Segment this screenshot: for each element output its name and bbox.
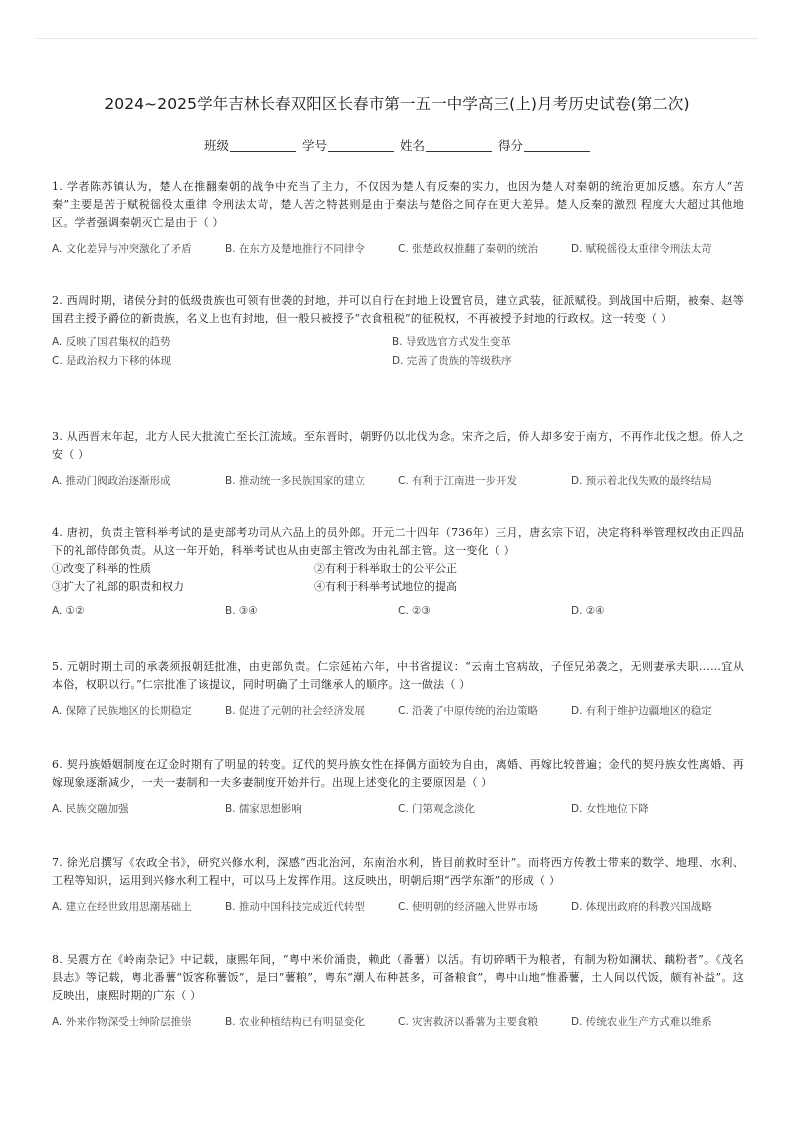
- question-stem: 2. 西周时期，诸侯分封的低级贵族也可领有世袭的封地，并可以自行在封地上设置官员，建立武装，征派赋役。到战国中后期，被秦、赵等国君主授予爵位的新贵族，名义上也有封地，但一般只被授予“衣食租税”的征税权，不再被授予封地的行政权。这一转变（ ）: [52, 294, 744, 325]
- option-d[interactable]: D. ②④: [571, 605, 605, 617]
- option-b[interactable]: B. 促进了元朝的社会经济发展: [225, 705, 365, 717]
- statement-items: [52, 560, 744, 596]
- option-d[interactable]: D. 预示着北伐失败的最终结局: [571, 475, 712, 487]
- score-label: 得分: [497, 138, 523, 153]
- option-d[interactable]: D. 传统农业生产方式难以维系: [571, 1016, 712, 1028]
- options-row: [52, 801, 744, 816]
- statement-2: ②有利于科举取士的公平公正: [314, 562, 457, 575]
- option-a[interactable]: A. 建立在经世致用思潮基础上: [52, 901, 192, 913]
- option-b[interactable]: B. 推动统一多民族国家的建立: [225, 475, 365, 487]
- option-a[interactable]: A. 反映了国君集权的趋势: [52, 336, 171, 348]
- class-blank[interactable]: [230, 139, 296, 152]
- statement-3: ③扩大了礼部的职责和权力: [52, 580, 184, 593]
- question-2: [52, 292, 744, 368]
- options-row: [52, 605, 744, 617]
- student-info-line: [0, 136, 794, 154]
- id-label: 学号: [301, 138, 327, 153]
- option-c[interactable]: C. 门第观念淡化: [398, 803, 476, 815]
- question-stem: 8. 吴震方在《岭南杂记》中记载，康熙年间，“粤中米价涌贵，赖此（番薯）以活。有切碎晒干为粮者，有制为粉如澜状、藕粉者”。《茂名县志》等记载，粤北番薯“饭客称薯饭”，是曰“薯粮”，粤东“潮人布种甚多，可备粮食”，粤中山地“惟番薯，土人间以代饭，颇有补益”。这反映出，康熙时期的广东（ ）: [52, 953, 744, 1002]
- question-stem: 6. 契丹族婚姻制度在辽金时期有了明显的转变。辽代的契丹族女性在择偶方面较为自由，离婚、再嫁比较普遍；金代的契丹族女性离婚、再嫁现象逐渐减少，一夫一妻制和一夫多妻制度开始并行。出现上述变化的主要原因是（ ）: [52, 758, 744, 789]
- question-3: [52, 428, 744, 488]
- options-row: [52, 1014, 744, 1029]
- option-d[interactable]: D. 有利于维护边疆地区的稳定: [571, 705, 712, 717]
- top-divider: [36, 38, 758, 39]
- option-b[interactable]: B. 推动中国科技完成近代转型: [225, 901, 365, 913]
- options-row: [52, 241, 744, 256]
- option-b[interactable]: B. 在东方及楚地推行不同律令: [225, 243, 365, 255]
- option-c[interactable]: C. 沿袭了中原传统的治边策略: [398, 705, 539, 717]
- question-stem: 1. 学者陈苏镇认为，楚人在推翻秦朝的战争中充当了主力，不仅因为楚人有反秦的实力，也因为楚人对秦朝的统治更加反感。东方人“苦秦”主要是苦于赋税徭役太重律 令刑法太苛，楚人苦之特甚则是由于秦法与楚俗之间存在更大差异。楚人反秦的激烈 程度大大超过其他地区。学者强调秦朝灭亡是由于（ ）: [52, 180, 744, 229]
- option-a[interactable]: A. 文化差异与冲突激化了矛盾: [52, 243, 192, 255]
- option-a[interactable]: A. ①②: [52, 605, 85, 617]
- option-c[interactable]: C. 使明朝的经济融入世界市场: [398, 901, 539, 913]
- question-1: [52, 178, 744, 256]
- question-stem: 3. 从西晋末年起，北方人民大批流亡至长江流域。至东晋时，朝野仍以北伐为念。宋齐之后，侨人却多安于南方，不再作北伐之想。侨人之安（ ）: [52, 430, 744, 461]
- option-c[interactable]: C. 灾害救济以番薯为主要食粮: [398, 1016, 539, 1028]
- question-stem: 7. 徐光启撰写《农政全书》，研究兴修水利，深感“西北治河，东南治水利，皆目前救时至计”。而将西方传教士带来的数学、地理、水利、工程等知识，运用到兴修水利工程中，可以马上发挥作用。这反映出，明朝后期“西学东渐”的形成（ ）: [52, 856, 744, 887]
- statement-4: ④有利于科举考试地位的提高: [314, 580, 457, 593]
- option-a[interactable]: A. 保障了民族地区的长期稳定: [52, 705, 192, 717]
- question-7: [52, 854, 744, 914]
- question-8: [52, 951, 744, 1029]
- option-c[interactable]: C. 张楚政权推翻了秦朝的统治: [398, 243, 539, 255]
- option-a[interactable]: A. 外来作物深受士绅阶层推崇: [52, 1016, 192, 1028]
- question-5: [52, 658, 744, 718]
- option-d[interactable]: D. 女性地位下降: [571, 803, 649, 815]
- question-6: [52, 756, 744, 816]
- question-stem: 5. 元朝时期土司的承袭须报朝廷批准，由吏部负责。仁宗延祐六年，中书省提议：“云南土官病故，子侄兄弟袭之，无则妻承夫职……宜从本俗，权职以行。”仁宗批准了该提议，同时明确了土司继承人的顺序。这一做法（ ）: [52, 660, 744, 691]
- option-d[interactable]: D. 完善了贵族的等级秩序: [392, 355, 512, 367]
- option-b[interactable]: B. 儒家思想影响: [225, 803, 302, 815]
- exam-title: 2024~2025学年吉林长春双阳区长春市第一五一中学高三(上)月考历史试卷(第二次): [104, 95, 690, 113]
- option-b[interactable]: B. 导致选官方式发生变革: [392, 336, 511, 348]
- option-a[interactable]: A. 推动门阀政治逐渐形成: [52, 475, 171, 487]
- class-label: 班级: [203, 138, 229, 153]
- option-c[interactable]: C. 有利于江南进一步开发: [398, 475, 518, 487]
- option-c[interactable]: C. ②③: [398, 605, 431, 617]
- option-b[interactable]: B. 农业种植结构已有明显变化: [225, 1016, 365, 1028]
- options-row: [52, 473, 744, 488]
- option-a[interactable]: A. 民族交融加强: [52, 803, 129, 815]
- option-d[interactable]: D. 赋税徭役太重律令刑法太苛: [571, 243, 712, 255]
- question-4: [52, 524, 744, 617]
- options-row: [52, 899, 744, 914]
- score-blank[interactable]: [524, 139, 590, 152]
- option-d[interactable]: D. 体现出政府的科教兴国战略: [571, 901, 712, 913]
- statement-1: ①改变了科举的性质: [52, 562, 151, 575]
- name-blank[interactable]: [426, 139, 492, 152]
- options-row: [52, 703, 744, 718]
- question-stem: 4. 唐初，负责主管科举考试的是吏部考功司从六品上的员外郎。开元二十四年（736年）三月，唐玄宗下诏，决定将科举管理权改由正四品下的礼部侍郎负责。从这一年开始，科举考试也从由吏部主管改为由礼部主管。这一变化（ ）: [52, 526, 744, 557]
- option-c[interactable]: C. 是政治权力下移的体现: [52, 355, 172, 367]
- option-b[interactable]: B. ③④: [225, 605, 258, 617]
- options-grid: [52, 334, 744, 368]
- id-blank[interactable]: [328, 139, 394, 152]
- name-label: 姓名: [399, 138, 425, 153]
